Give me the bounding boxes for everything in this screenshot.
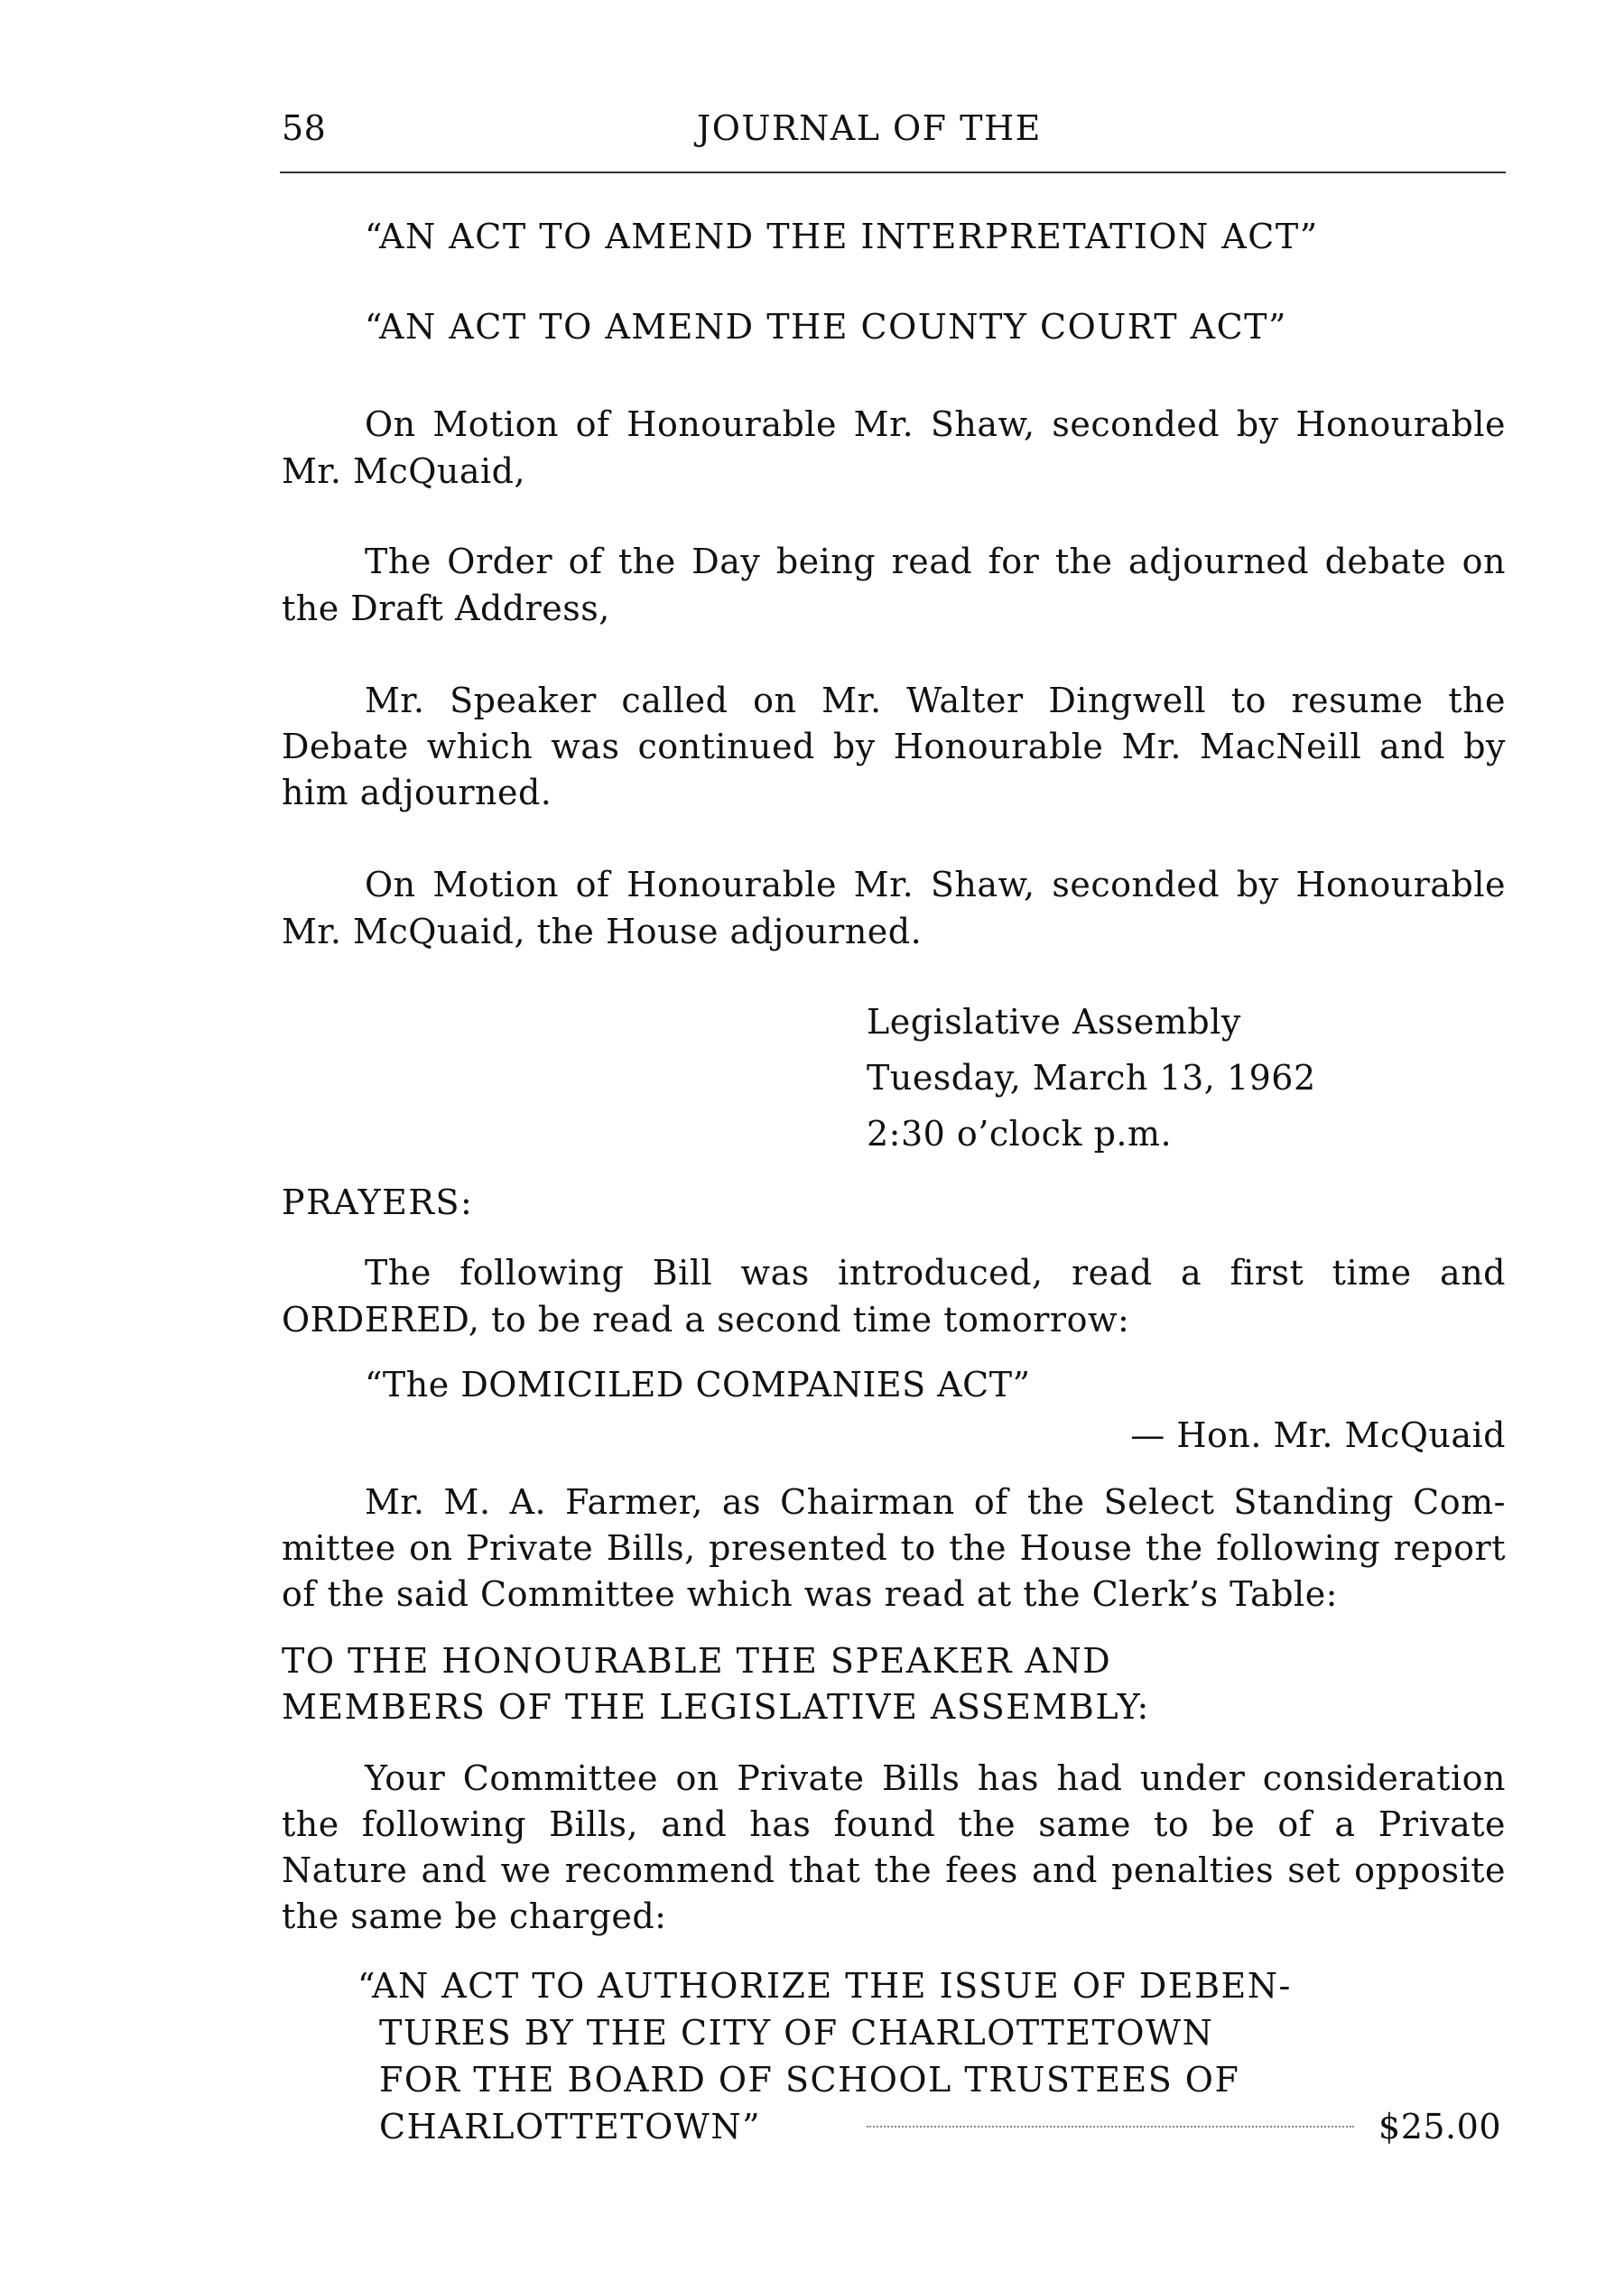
committee-line-2: the following Bills, and has found the same to be of a Private <box>282 1804 1506 1844</box>
speaker-line-2: Debate which was continued by Honourable Mr. MacNeill and by <box>282 727 1506 766</box>
committee-line-1: Your Committee on Private Bills has had under consideration <box>365 1758 1506 1798</box>
motion-1-line-2: Mr. McQuaid, <box>282 451 526 491</box>
speaker-line-3: him adjourned. <box>282 773 552 812</box>
header-rule <box>280 172 1506 173</box>
act-interpretation: “AN ACT TO AMEND THE INTERPRETATION ACT” <box>365 217 1319 256</box>
page-number: 58 <box>282 108 327 148</box>
dateline-date: Tuesday, March 13, 1962 <box>867 1058 1316 1098</box>
motion-1-line-1: On Motion of Honourable Mr. Shaw, seconded by Honourable <box>365 404 1506 444</box>
address-line-2: MEMBERS OF THE LEGISLATIVE ASSEMBLY: <box>282 1687 1150 1727</box>
farmer-line-1: Mr. M. A. Farmer, as Chairman of the Select Standing Com- <box>365 1482 1506 1522</box>
dateline-assembly: Legislative Assembly <box>867 1002 1241 1042</box>
committee-line-3: Nature and we recommend that the fees and penalties set opposite <box>282 1850 1506 1890</box>
order-of-day-line-1: The Order of the Day being read for the adjourned debate on <box>365 542 1506 581</box>
prayers-heading: PRAYERS: <box>282 1182 474 1222</box>
order-of-day-line-2: the Draft Address, <box>282 589 610 628</box>
motion-2-line-1: On Motion of Honourable Mr. Shaw, seconded by Honourable <box>365 865 1506 904</box>
dot-leader <box>867 2126 1354 2128</box>
speaker-line-1: Mr. Speaker called on Mr. Walter Dingwell to resume the <box>365 681 1506 720</box>
address-line-1: TO THE HONOURABLE THE SPEAKER AND <box>282 1641 1112 1681</box>
farmer-line-2: mittee on Private Bills, presented to the House the following report <box>282 1528 1506 1568</box>
debenture-act-line-4: CHARLOTTETOWN” <box>379 2107 762 2147</box>
committee-line-4: the same be charged: <box>282 1896 667 1936</box>
act-county-court: “AN ACT TO AMEND THE COUNTY COURT ACT” <box>365 307 1287 347</box>
debenture-fee: $25.00 <box>1378 2107 1501 2147</box>
bill-intro-line-1: The following Bill was introduced, read a first time and <box>365 1253 1506 1293</box>
debenture-act-line-2: TURES BY THE CITY OF CHARLOTTETOWN <box>379 2013 1214 2053</box>
bill-sponsor: — Hon. Mr. McQuaid <box>1130 1415 1506 1455</box>
bill-title: “The DOMICILED COMPANIES ACT” <box>365 1365 1031 1405</box>
farmer-line-3: of the said Committee which was read at the Clerk’s Table: <box>282 1574 1338 1614</box>
running-title: JOURNAL OF THE <box>697 108 1042 148</box>
dateline-time: 2:30 o’clock p.m. <box>867 1114 1173 1154</box>
debenture-act-line-3: FOR THE BOARD OF SCHOOL TRUSTEES OF <box>379 2060 1240 2100</box>
bill-intro-line-2: ORDERED, to be read a second time tomorrow: <box>282 1300 1130 1340</box>
motion-2-line-2: Mr. McQuaid, the House adjourned. <box>282 912 923 951</box>
debenture-act-line-1: “AN ACT TO AUTHORIZE THE ISSUE OF DEBEN- <box>357 1966 1292 2006</box>
